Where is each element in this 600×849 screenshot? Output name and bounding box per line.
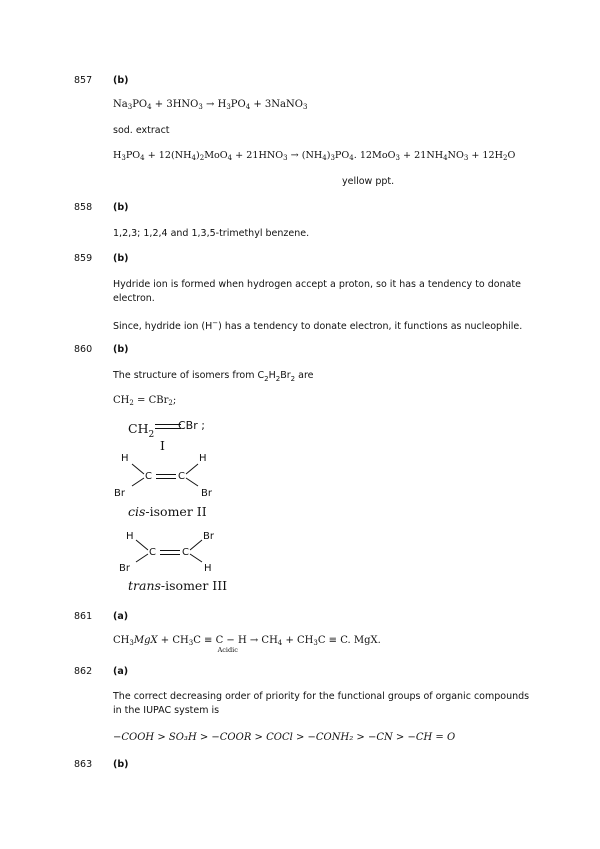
atom-h: H [199,453,207,464]
question-number: 860 [74,344,93,355]
paragraph: Hydride ion is formed when hydrogen accept a proton, so it has a tendency to donate electron. [113,279,522,304]
atom-br: Br [203,531,214,542]
question-number: 863 [74,759,93,770]
atom-c: C [149,547,156,558]
structure-label: CBr ; [178,419,205,432]
answer-label: (b) [113,75,129,86]
figure-label: trans-isomer III [128,578,228,593]
text-line: The structure of isomers from $C_2H_2Br_2$ are [113,370,314,383]
question-number: 861 [74,611,93,622]
atom-br: Br [114,488,125,499]
atom-h: H [204,563,212,574]
atom-h: H [121,453,129,464]
priority-order: −COOH > SO₃H > −COOR > COCl > −CONH₂ > −CN > −CH = O [113,732,456,743]
atom-c: C [178,471,185,482]
atom-br: Br [201,488,212,499]
answer-label: (b) [113,253,129,264]
equation: $CH_3MgX + CH_3C \equiv C - H$ Acidic → $CH_4 + CH_3C \equiv C$. MgX. [113,635,381,654]
question-number: 857 [74,75,93,86]
acidic-label: Acidic [217,646,238,654]
paragraph: The correct decreasing order of priority for the functional groups of organic compounds in the IUPAC system is [113,691,530,716]
equation: $CH_2 = CBr_2$; [113,395,177,407]
question-number: 858 [74,202,93,213]
atom-c: C [145,471,152,482]
question-number: 859 [74,253,93,264]
answer-label: (a) [113,611,129,622]
atom-h: H [126,531,134,542]
atom-br: Br [119,563,130,574]
answer-label: (b) [113,202,129,213]
equation: $Na_3PO_4 + 3HNO_3 \to H_3PO_4$ + 3NaNO$_3$ [113,99,308,111]
equation: $H_3PO_4 + 12(NH_4)_2MoO_4 + 21HNO_3 \to (NH_4)_3PO_4$. $12MoO_3 + 21NH_4NO_3 + 12H_2O$ [113,150,516,162]
answer-label: (b) [113,759,129,770]
answer-label: (a) [113,666,129,677]
paragraph: Since, hydride ion (H−) has a tendency to donate electron, it functions as nucleophile. [113,319,523,333]
text-line: 1,2,3; 1,2,4 and 1,3,5-trimethyl benzene. [113,228,310,239]
atom-c: C [182,547,189,558]
structure-figure-i: $CH_2$ [128,421,155,441]
answer-label: (b) [113,344,129,355]
question-number: 862 [74,666,93,677]
figure-label: cis-isomer II [128,504,207,519]
text-line: yellow ppt. [342,176,395,187]
text-line: sod. extract [113,125,170,136]
figure-label: I [160,438,165,453]
